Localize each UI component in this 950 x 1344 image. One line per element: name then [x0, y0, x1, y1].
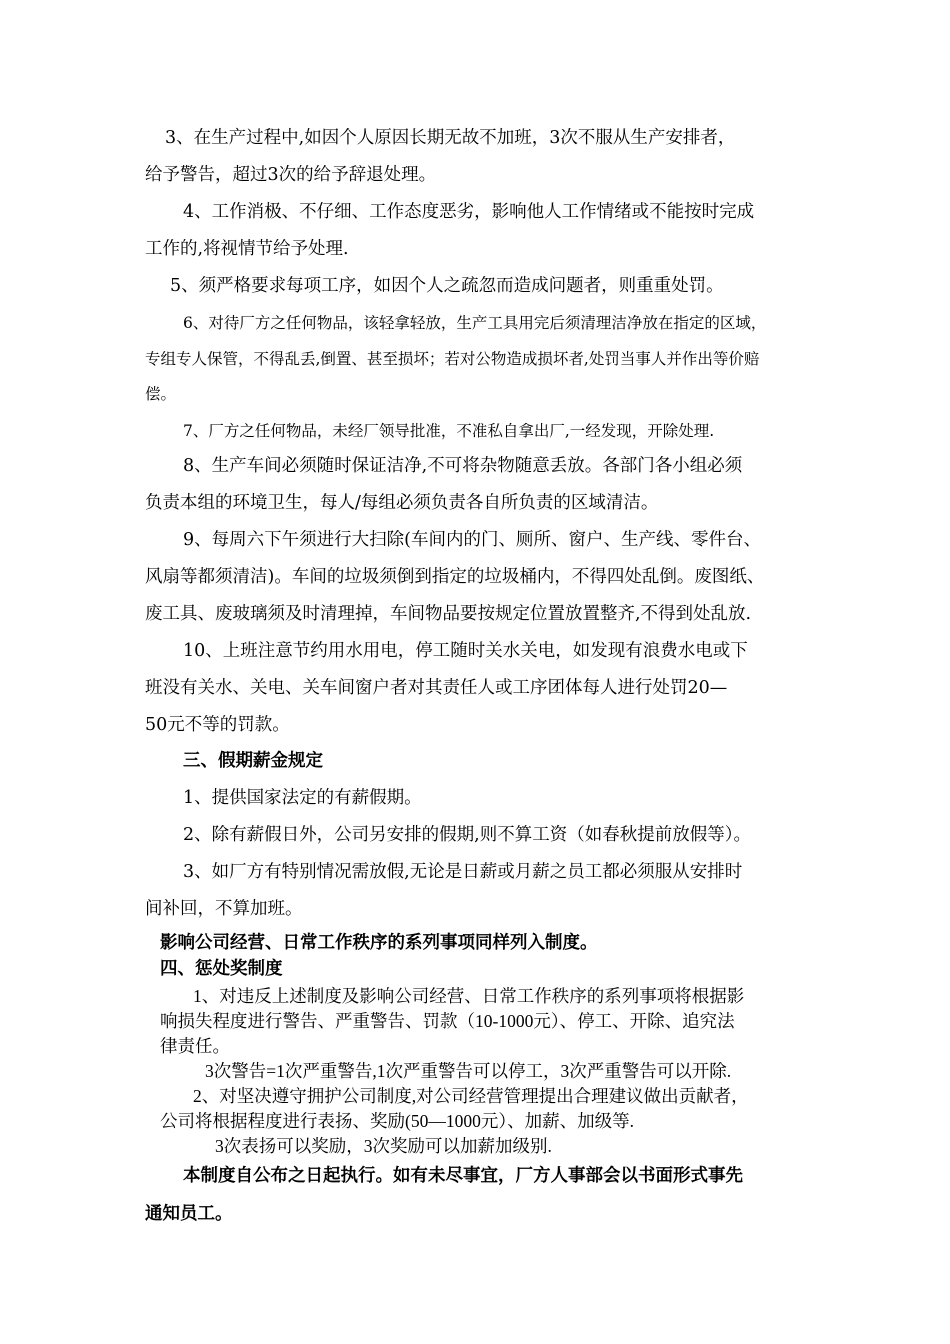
item-8-line-1: 8、生产车间必须随时保证洁净,不可将杂物随意丢放。各部门各小组必须 — [183, 456, 743, 476]
item-7: 7、厂方之任何物品，未经厂领导批准，不准私自拿出厂,一经发现，开除处理. — [183, 422, 715, 440]
section-4-item-1-line-1: 1、对违反上述制度及影响公司经营、日常工作秩序的系列事项将根据影 — [193, 986, 745, 1006]
section-3-item-3-line-1: 3、如厂方有特别情况需放假,无论是日薪或月薪之员工都必须服从安排时 — [183, 862, 743, 882]
item-4-line-1: 4、工作消极、不仔细、工作态度恶劣，影响他人工作情绪或不能按时完成 — [183, 202, 755, 222]
closing-line-2: 通知员工。 — [145, 1204, 233, 1224]
item-5: 5、须严格要求每项工序，如因个人之疏忽而造成问题者，则重重处罚。 — [170, 276, 724, 296]
bold-note: 影响公司经营、日常工作秩序的系列事项同样列入制度。 — [160, 933, 598, 953]
section-3-heading: 三、假期薪金规定 — [183, 751, 323, 771]
section-3-item-1: 1、提供国家法定的有薪假期。 — [183, 788, 422, 808]
section-4-item-1-line-3: 律责任。 — [160, 1036, 230, 1056]
item-9-line-3: 废工具、废玻璃须及时清理掉，车间物品要按规定位置放置整齐,不得到处乱放. — [145, 604, 752, 624]
warning-rule: 3次警告=1次严重警告,1次严重警告可以停工，3次严重警告可以开除. — [205, 1061, 732, 1081]
item-3-line-1: 3、在生产过程中,如因个人原因长期无故不加班，3次不服从生产安排者， — [165, 128, 736, 148]
item-4-line-2: 工作的,将视情节给予处理. — [145, 239, 349, 259]
item-9-line-1: 9、每周六下午须进行大扫除(车间内的门、厕所、窗户、生产线、零件台、 — [183, 530, 761, 550]
item-6-line-1: 6、对待厂方之任何物品，该轻拿轻放，生产工具用完后须清理洁净放在指定的区域， — [183, 314, 767, 332]
section-3-item-2: 2、除有薪假日外，公司另安排的假期,则不算工资（如春秋提前放假等）。 — [183, 825, 751, 845]
section-4-item-1-line-2: 响损失程度进行警告、严重警告、罚款（10-1000元）、停工、开除、追究法 — [160, 1011, 735, 1031]
item-9-line-2: 风扇等都须清洁)。车间的垃圾须倒到指定的垃圾桶内，不得四处乱倒。废图纸、 — [145, 567, 765, 587]
item-8-line-2: 负责本组的环境卫生，每人/每组必须负责各自所负责的区域清洁。 — [145, 493, 659, 513]
section-3-item-3-line-2: 间补回，不算加班。 — [145, 899, 303, 919]
section-4-item-2-line-1: 2、对坚决遵守拥护公司制度,对公司经营管理提出合理建议做出贡献者， — [193, 1086, 749, 1106]
item-10-line-3: 50元不等的罚款。 — [145, 715, 290, 735]
item-6-line-2: 专组专人保管，不得乱丢,倒置、甚至损坏；若对公物造成损坏者,处罚当事人并作出等价赔 — [145, 350, 760, 368]
item-6-line-3: 偿。 — [145, 385, 177, 403]
section-4-heading: 四、惩处奖制度 — [160, 959, 283, 979]
item-10-line-1: 10、上班注意节约用水用电，停工随时关水关电，如发现有浪费水电或下 — [183, 641, 748, 661]
item-3-line-2: 给予警告，超过3次的给予辞退处理。 — [145, 165, 437, 185]
item-10-line-2: 班没有关水、关电、关车间窗户者对其责任人或工序团体每人进行处罚20— — [145, 678, 728, 698]
reward-rule: 3次表扬可以奖励，3次奖励可以加薪加级别. — [215, 1136, 552, 1156]
closing-line-1: 本制度自公布之日起执行。如有未尽事宜，厂方人事部会以书面形式事先 — [183, 1166, 743, 1186]
section-4-item-2-line-2: 公司将根据程度进行表扬、奖励(50—1000元）、加薪、加级等. — [160, 1111, 634, 1131]
